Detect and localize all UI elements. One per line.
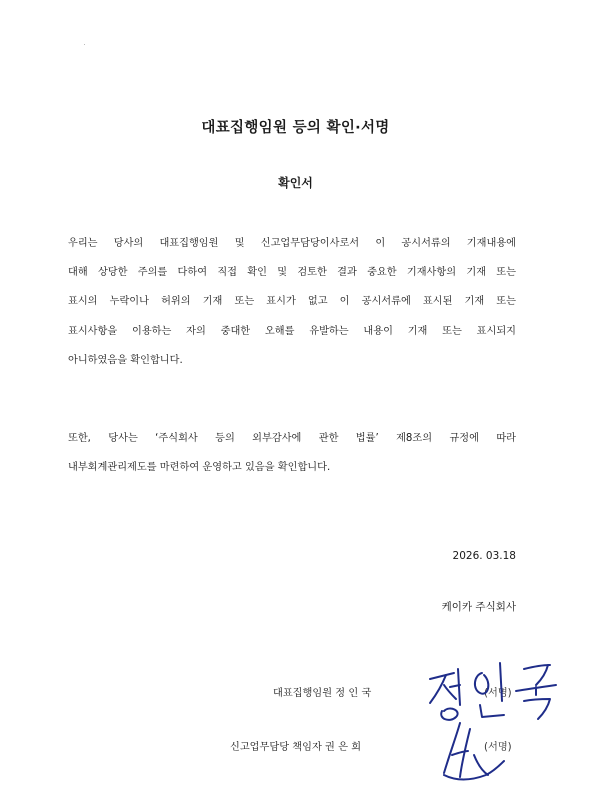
- disclosure-officer-signatory: 신고업무담당 책임자 권 은 희: [230, 742, 362, 753]
- paragraph-line: 대해 상당한 주의를 다하여 직접 확인 및 검토한 결과 중요한 기재사항의 기재 또는: [68, 267, 516, 279]
- paragraph-line: 표시의 누락이나 허위의 기재 또는 표시가 없고 이 공시서류에 표시된 기재 또는: [68, 296, 516, 308]
- ceo-seal-label: (서명): [484, 688, 512, 699]
- paragraph-line: 또한, 당사는 ‘주식회사 등의 외부감사에 관한 법률’ 제8조의 규정에 따라: [68, 433, 516, 444]
- paragraph-line: 내부회계관리제도를 마련하여 운영하고 있음을 확인합니다.: [68, 462, 331, 474]
- document-title: 대표집행임원 등의 확인·서명: [201, 120, 390, 136]
- officer-seal-label: (서명): [484, 742, 512, 753]
- paragraph-line: 우리는 당사의 대표집행임원 및 신고업무담당이사로서 이 공시서류의 기재내용에: [68, 238, 516, 249]
- paragraph-line: 아니하였음을 확인합니다.: [68, 354, 183, 366]
- ceo-signatory: 대표집행임원 정 인 국: [273, 688, 372, 699]
- paragraph-line: 표시사항을 이용하는 자의 중대한 오해를 유발하는 내용이 기재 또는 표시되지: [68, 325, 516, 337]
- confirmation-paragraph: [68, 229, 516, 375]
- scan-dot: [84, 44, 85, 45]
- internal-control-paragraph: [68, 424, 516, 482]
- document-date: 2026. 03.18: [452, 550, 516, 562]
- company-name: 케이카 주식회사: [441, 601, 516, 613]
- document-subtitle: 확인서: [278, 176, 313, 190]
